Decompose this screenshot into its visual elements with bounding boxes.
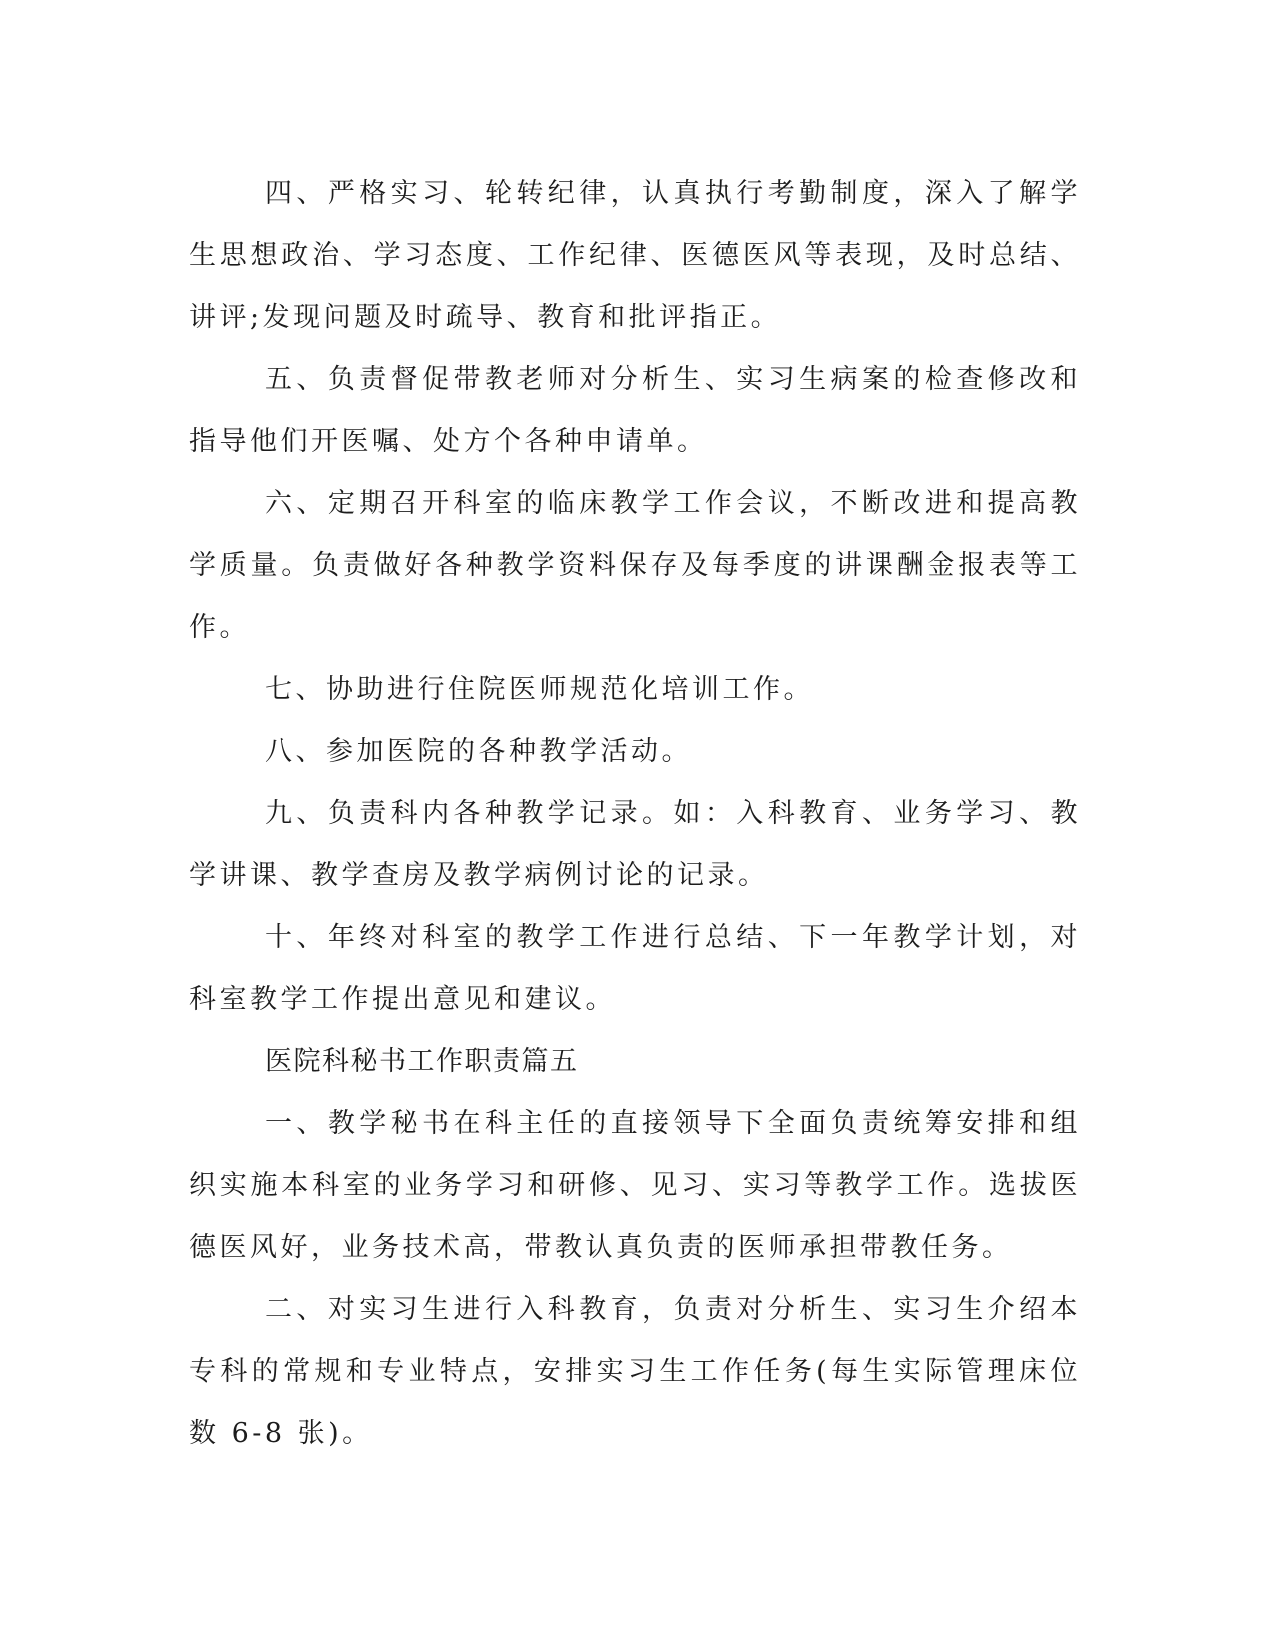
paragraph-item-10: 十、年终对科室的教学工作进行总结、下一年教学计划，对科室教学工作提出意见和建议。 <box>189 922 1081 1015</box>
paragraph-item-4: 四、严格实习、轮转纪律，认真执行考勤制度，深入了解学生思想政治、学习态度、工作纪律、医德医风等表现，及时总结、讲评;发现问题及时疏导、教育和批评指正。 <box>189 178 1081 333</box>
document-body <box>189 163 1081 1465</box>
section-paragraph-2: 二、对实习生进行入科教育，负责对分析生、实习生介绍本专科的常规和专业特点，安排实习生工作任务(每生实际管理床位数 6-8 张)。 <box>189 1294 1081 1449</box>
paragraph-item-9: 九、负责科内各种教学记录。如：入科教育、业务学习、教学讲课、教学查房及教学病例讨论的记录。 <box>189 798 1081 891</box>
paragraph-item-6: 六、定期召开科室的临床教学工作会议，不断改进和提高教学质量。负责做好各种教学资料保存及每季度的讲课酬金报表等工作。 <box>189 488 1081 643</box>
section-heading: 医院科秘书工作职责篇五 <box>265 1046 579 1077</box>
section-paragraph-1: 一、教学秘书在科主任的直接领导下全面负责统筹安排和组织实施本科室的业务学习和研修、见习、实习等教学工作。选拔医德医风好，业务技术高，带教认真负责的医师承担带教任务。 <box>189 1108 1081 1263</box>
paragraph-item-8: 八、参加医院的各种教学活动。 <box>265 736 692 767</box>
paragraph-item-7: 七、协助进行住院医师规范化培训工作。 <box>265 674 814 705</box>
paragraph-item-5: 五、负责督促带教老师对分析生、实习生病案的检查修改和指导他们开医嘱、处方个各种申请单。 <box>189 364 1081 457</box>
